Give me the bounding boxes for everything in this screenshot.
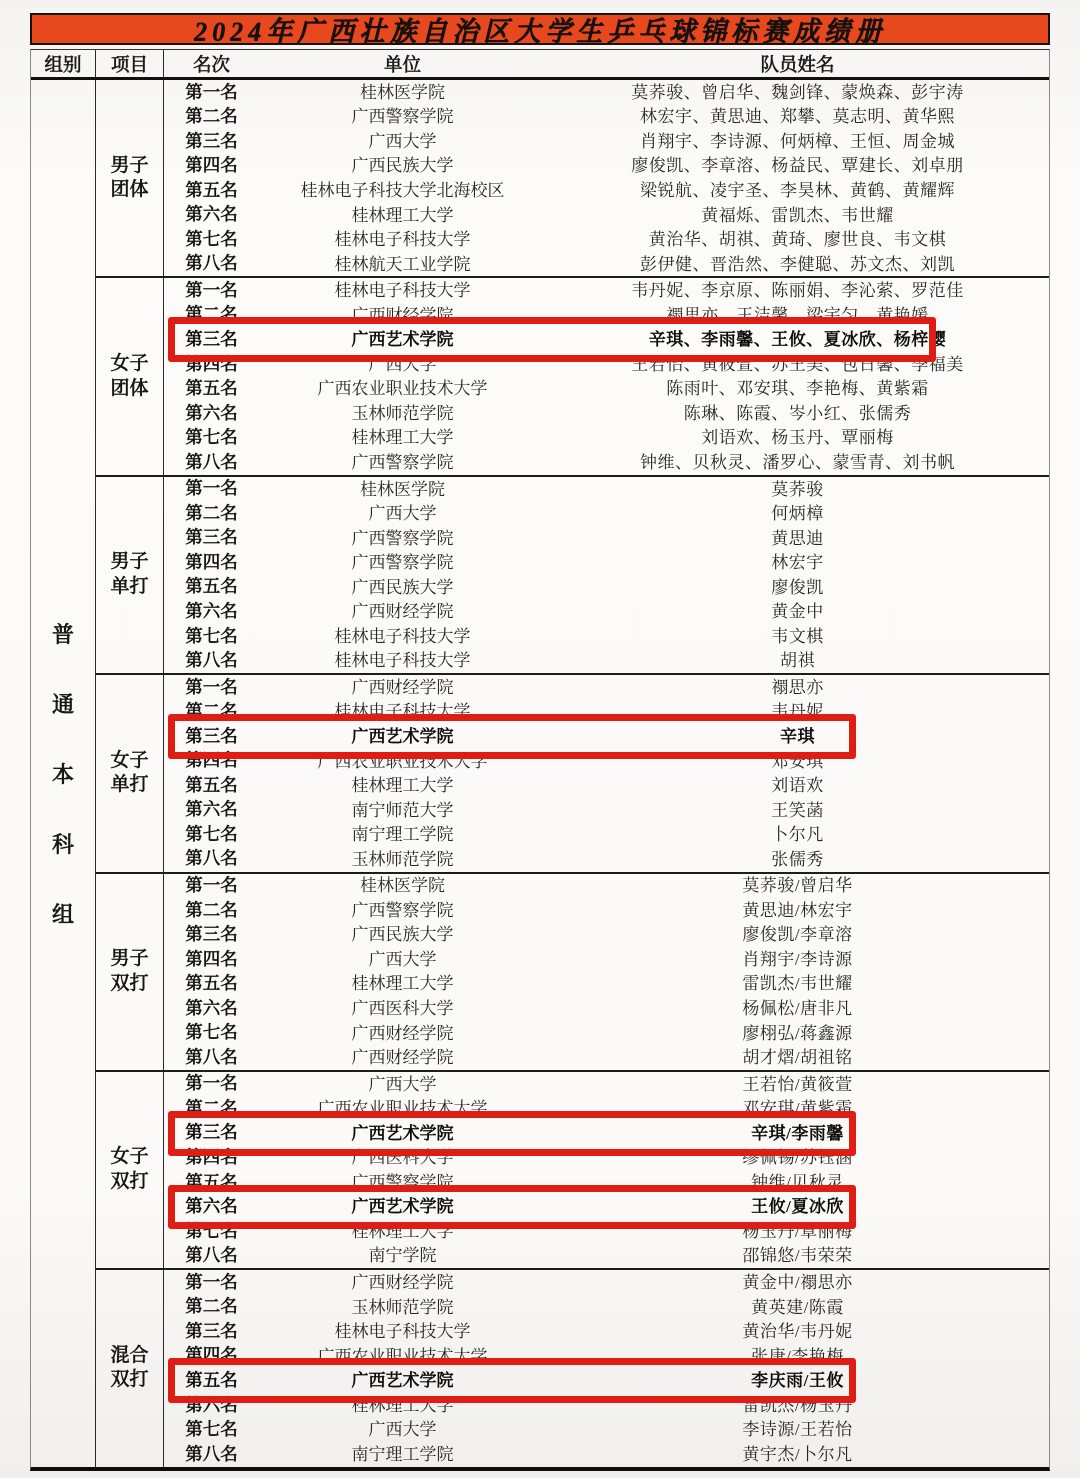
rank-cell: 第五名 <box>185 179 238 200</box>
unit-cell: 广西财经学院 <box>351 677 454 697</box>
result-row <box>164 1442 1049 1467</box>
players-cell: 彭伊健、晋浩然、李健聪、苏文杰、刘凯 <box>640 254 955 274</box>
event-section <box>96 673 1049 871</box>
rank-cell: 第二名 <box>185 899 238 920</box>
players-cell: 黄思迪/林宏宇 <box>742 900 853 920</box>
players-cell: 陈琳、陈霞、岑小红、张儒秀 <box>683 403 912 423</box>
event-label <box>96 1270 164 1466</box>
players-cell: 黄宇杰/卜尔凡 <box>742 1444 853 1464</box>
unit-cell: 广西大学 <box>368 354 437 374</box>
rank-cell: 第七名 <box>185 427 238 448</box>
players-cell: 王攸/夏冰欣 <box>751 1197 844 1217</box>
event-label-line: 女子 <box>110 749 149 771</box>
event-section <box>96 80 1049 276</box>
unit-cell: 广西艺术学院 <box>351 1197 454 1217</box>
result-row <box>164 1244 1049 1269</box>
result-row <box>164 624 1049 649</box>
players-cell: 辛琪 <box>780 726 815 746</box>
group-label-char: 普 <box>51 621 74 647</box>
unit-cell: 桂林医学院 <box>360 876 445 896</box>
rank-cell: 第四名 <box>185 1147 238 1168</box>
group-label-char: 通 <box>51 691 74 717</box>
table-body <box>31 80 1049 1467</box>
players-cell: 廖俊凯/李章溶 <box>742 925 853 945</box>
players-cell: 李庆雨/王攸 <box>751 1371 844 1391</box>
unit-cell: 桂林理工大学 <box>351 428 454 448</box>
result-row <box>164 724 1049 749</box>
result-row <box>164 1195 1049 1220</box>
players-cell: 林宏宇、黄思迪、郑攀、莫志明、黄华熙 <box>640 107 955 127</box>
players-cell: 莫荞骏/曾启华 <box>742 876 853 896</box>
unit-cell: 桂林电子科技大学北海校区 <box>300 180 505 200</box>
unit-cell: 广西警察学院 <box>351 528 454 548</box>
unit-cell: 桂林理工大学 <box>351 776 454 796</box>
rank-cell: 第七名 <box>185 823 238 844</box>
unit-cell: 广西民族大学 <box>351 577 454 597</box>
players-cell: 雷凯杰/杨玉丹 <box>742 1395 853 1415</box>
players-cell: 禤思亦 <box>771 677 824 697</box>
event-label-line: 单打 <box>110 774 149 796</box>
event-label-line: 男子 <box>110 948 149 969</box>
result-row <box>164 278 1049 303</box>
rank-cell: 第七名 <box>185 228 238 249</box>
unit-cell: 广西医科大学 <box>351 1148 454 1168</box>
event-label-line: 团体 <box>110 179 149 201</box>
result-row <box>164 1170 1049 1195</box>
players-cell: 邓安琪 <box>771 751 824 771</box>
players-cell: 雷凯杰/韦世耀 <box>742 974 853 994</box>
result-row <box>164 1021 1049 1046</box>
result-row <box>164 1418 1049 1443</box>
result-row <box>164 80 1049 105</box>
event-label <box>96 675 164 871</box>
document-title-bar <box>30 13 1050 45</box>
rank-cell: 第八名 <box>185 1046 238 1067</box>
unit-cell: 广西警察学院 <box>351 452 454 472</box>
event-label-line: 女子 <box>110 1146 149 1168</box>
result-row <box>164 377 1049 402</box>
unit-cell: 桂林医学院 <box>360 479 445 499</box>
rank-cell: 第一名 <box>185 1271 238 1292</box>
unit-cell: 广西农业职业技术大学 <box>317 751 488 771</box>
players-cell: 黄福烁、雷凯杰、韦世耀 <box>701 205 894 225</box>
unit-cell: 桂林理工大学 <box>351 205 454 225</box>
rank-cell: 第二名 <box>185 502 238 523</box>
players-cell: 黄英建/陈霞 <box>751 1297 844 1317</box>
players-cell: 黄思迪 <box>771 528 824 548</box>
rank-cell: 第八名 <box>185 253 238 274</box>
unit-cell: 南宁学院 <box>368 1246 437 1266</box>
players-cell: 廖栩弘/蒋鑫源 <box>742 1023 853 1043</box>
event-rows <box>164 477 1049 673</box>
event-rows <box>164 874 1049 1070</box>
result-row <box>164 426 1049 451</box>
players-cell: 卜尔凡 <box>771 825 824 845</box>
result-row <box>164 1146 1049 1171</box>
players-cell: 禤思亦、王洁馨、梁宇匀、黄艳媛 <box>666 305 929 325</box>
event-rows <box>164 1270 1049 1466</box>
unit-cell: 广西警察学院 <box>351 900 454 920</box>
result-row <box>164 923 1049 948</box>
players-cell: 胡才熠/胡祖铭 <box>742 1048 853 1068</box>
rank-cell: 第二名 <box>185 701 238 722</box>
header-cell-event: 项目 <box>96 50 164 77</box>
unit-cell: 广西财经学院 <box>351 1048 454 1068</box>
result-row <box>164 1319 1049 1344</box>
result-row <box>164 352 1049 377</box>
rank-cell: 第四名 <box>185 551 238 572</box>
players-cell: 王若怡/黄筱萱 <box>742 1074 853 1094</box>
players-cell: 刘语欢 <box>771 776 824 796</box>
rank-cell: 第一名 <box>185 478 238 499</box>
unit-cell: 桂林电子科技大学 <box>334 651 471 671</box>
unit-cell: 广西警察学院 <box>351 107 454 127</box>
rank-cell: 第三名 <box>185 328 238 349</box>
result-row <box>164 1368 1049 1393</box>
group-label-char: 科 <box>51 831 74 857</box>
unit-cell: 广西艺术学院 <box>351 1371 454 1391</box>
unit-cell: 广西警察学院 <box>351 1172 454 1192</box>
event-label-line: 混合 <box>110 1344 149 1366</box>
unit-cell: 广西农业职业技术大学 <box>317 379 488 399</box>
event-label-line: 双打 <box>110 1171 149 1193</box>
table-header-row <box>31 50 1049 80</box>
players-cell: 陈雨叶、邓安琪、李艳梅、黄紫霜 <box>666 379 929 399</box>
players-cell: 廖俊凯、李章溶、杨益民、覃建长、刘卓朋 <box>631 156 964 176</box>
rank-cell: 第六名 <box>185 1196 238 1217</box>
players-cell: 辛琪/李雨馨 <box>751 1123 844 1143</box>
players-cell: 黄金中 <box>771 602 824 622</box>
players-cell: 韦丹妮 <box>771 702 824 722</box>
unit-cell: 桂林医学院 <box>360 82 445 102</box>
event-rows <box>164 278 1049 474</box>
result-row <box>164 526 1049 551</box>
rank-cell: 第五名 <box>185 1171 238 1192</box>
players-cell: 刘语欢、杨玉丹、覃丽梅 <box>701 428 894 448</box>
event-label <box>96 477 164 673</box>
result-row <box>164 749 1049 774</box>
players-cell: 王笑菡 <box>771 800 824 820</box>
players-cell: 肖翔宇、李诗源、何炳樟、王恒、周金城 <box>640 131 955 151</box>
rank-cell: 第五名 <box>185 576 238 597</box>
rank-cell: 第四名 <box>185 750 238 771</box>
unit-cell: 桂林理工大学 <box>351 1395 454 1415</box>
unit-cell: 广西财经学院 <box>351 1273 454 1293</box>
results-table <box>30 49 1050 1471</box>
event-section <box>96 475 1049 673</box>
unit-cell: 广西大学 <box>368 131 437 151</box>
unit-cell: 玉林师范学院 <box>351 849 454 869</box>
event-label-line: 双打 <box>110 1369 149 1391</box>
players-cell: 辛琪、李雨馨、王攸、夏冰欣、杨梓樱 <box>648 330 947 350</box>
rank-cell: 第一名 <box>185 279 238 300</box>
unit-cell: 桂林理工大学 <box>351 1221 454 1241</box>
players-cell: 莫荞骏 <box>771 479 824 499</box>
players-cell: 钟维、贝秋灵、潘罗心、蒙雪青、刘书帆 <box>640 452 955 472</box>
players-cell: 林宏宇 <box>771 553 824 573</box>
players-cell: 张儒秀 <box>771 849 824 869</box>
unit-cell: 广西艺术学院 <box>351 726 454 746</box>
rank-cell: 第七名 <box>185 1220 238 1241</box>
result-row <box>164 972 1049 997</box>
players-cell: 梁锐航、凌宇圣、李昊林、黄鹤、黄耀辉 <box>640 180 955 200</box>
result-row <box>164 822 1049 847</box>
rank-cell: 第八名 <box>185 1443 238 1464</box>
unit-cell: 桂林电子科技大学 <box>334 626 471 646</box>
rank-cell: 第三名 <box>185 725 238 746</box>
rank-cell: 第六名 <box>185 1394 238 1415</box>
players-cell: 廖俊凯 <box>771 577 824 597</box>
players-cell: 缪佩锡/苏钰涵 <box>742 1148 853 1168</box>
unit-cell: 玉林师范学院 <box>351 403 454 423</box>
rank-cell: 第三名 <box>185 1320 238 1341</box>
event-rows <box>164 80 1049 276</box>
rank-cell: 第七名 <box>185 1022 238 1043</box>
result-row <box>164 178 1049 203</box>
rank-cell: 第二名 <box>185 106 238 127</box>
unit-cell: 南宁师范大学 <box>351 800 454 820</box>
rank-cell: 第三名 <box>185 130 238 151</box>
rank-cell: 第七名 <box>185 1419 238 1440</box>
rank-cell: 第二名 <box>185 304 238 325</box>
players-cell: 王若怡、黄筱萱、苏王美、包日馨、李福美 <box>631 354 964 374</box>
unit-cell: 广西艺术学院 <box>351 1123 454 1143</box>
rank-cell: 第三名 <box>185 924 238 945</box>
header-cell-players: 队员姓名 <box>760 55 835 76</box>
unit-cell: 桂林电子科技大学 <box>334 1322 471 1342</box>
event-label <box>96 80 164 276</box>
event-label <box>96 278 164 474</box>
result-row <box>164 1295 1049 1320</box>
event-section <box>96 276 1049 474</box>
result-row <box>164 203 1049 228</box>
unit-cell: 广西医科大学 <box>351 999 454 1018</box>
unit-cell: 广西财经学院 <box>351 1023 454 1043</box>
rank-cell: 第六名 <box>185 601 238 621</box>
players-cell: 韦丹妮、李京原、陈丽娟、李沁萦、罗范佳 <box>631 281 964 301</box>
event-label <box>96 874 164 1070</box>
event-rows <box>164 675 1049 871</box>
rank-cell: 第一名 <box>185 1073 238 1094</box>
unit-cell: 桂林电子科技大学 <box>334 702 471 722</box>
result-row <box>164 105 1049 130</box>
result-row <box>164 874 1049 899</box>
result-row <box>164 675 1049 700</box>
result-row <box>164 501 1049 526</box>
unit-cell: 广西警察学院 <box>351 553 454 573</box>
rank-cell: 第六名 <box>185 799 238 820</box>
unit-cell: 广西农业职业技术大学 <box>317 1346 488 1366</box>
unit-cell: 广西财经学院 <box>351 602 454 622</box>
event-section <box>96 872 1049 1070</box>
rank-cell: 第八名 <box>185 1245 238 1266</box>
rank-cell: 第四名 <box>185 1345 238 1366</box>
result-row <box>164 227 1049 252</box>
result-row <box>164 450 1049 475</box>
players-cell: 钟维/贝秋灵 <box>751 1172 844 1192</box>
result-row <box>164 847 1049 872</box>
unit-cell: 广西财经学院 <box>351 305 454 325</box>
rank-cell: 第五名 <box>185 774 238 795</box>
unit-cell: 南宁理工学院 <box>351 1444 454 1464</box>
event-section <box>96 1070 1049 1268</box>
result-row <box>164 798 1049 823</box>
result-row <box>164 303 1049 328</box>
rank-cell: 第八名 <box>185 451 238 472</box>
result-row <box>164 1270 1049 1295</box>
event-label-line: 男子 <box>110 154 149 176</box>
result-row <box>164 575 1049 600</box>
unit-cell: 广西农业职业技术大学 <box>317 1099 488 1119</box>
rank-cell: 第八名 <box>185 650 238 671</box>
unit-cell: 广西民族大学 <box>351 156 454 176</box>
rank-cell: 第四名 <box>185 948 238 969</box>
rank-cell: 第三名 <box>185 527 238 548</box>
unit-cell: 桂林航天工业学院 <box>334 254 471 274</box>
unit-cell: 广西民族大学 <box>351 925 454 945</box>
unit-cell: 南宁理工学院 <box>351 825 454 845</box>
result-row <box>164 477 1049 502</box>
result-row <box>164 401 1049 426</box>
unit-cell: 桂林理工大学 <box>351 974 454 994</box>
rank-cell: 第三名 <box>185 1122 238 1143</box>
result-row <box>164 129 1049 154</box>
players-cell: 肖翔宇/李诗源 <box>742 949 853 969</box>
players-cell: 黄治华、胡祺、黄琦、廖世良、韦文棋 <box>648 230 947 250</box>
unit-cell: 广西大学 <box>368 1074 437 1094</box>
rank-cell: 第二名 <box>185 1097 238 1118</box>
players-cell: 邵锦悠/韦荣荣 <box>742 1246 853 1266</box>
header-cell-rank: 名次 <box>192 55 230 76</box>
event-rows <box>164 1072 1049 1268</box>
rank-cell: 第六名 <box>185 997 238 1018</box>
rank-cell: 第四名 <box>185 155 238 176</box>
rank-cell: 第一名 <box>185 875 238 896</box>
rank-cell: 第四名 <box>185 353 238 374</box>
players-cell: 莫荞骏、曾启华、魏剑锋、蒙焕森、彭宇涛 <box>631 82 964 102</box>
unit-cell: 广西大学 <box>368 949 437 969</box>
rank-cell: 第五名 <box>185 1369 238 1390</box>
result-row <box>164 947 1049 972</box>
rank-cell: 第六名 <box>185 204 238 225</box>
players-cell: 邓安琪/黄紫霜 <box>742 1099 853 1119</box>
result-row <box>164 154 1049 179</box>
event-label-line: 单打 <box>110 575 149 597</box>
result-row <box>164 1121 1049 1146</box>
rank-cell: 第一名 <box>185 676 238 697</box>
result-row <box>164 1393 1049 1418</box>
players-cell: 胡祺 <box>780 651 815 671</box>
players-cell: 李诗源/王若怡 <box>742 1420 853 1440</box>
result-row <box>164 1344 1049 1369</box>
result-row <box>164 1045 1049 1070</box>
unit-cell: 玉林师范学院 <box>351 1297 454 1317</box>
result-row <box>164 1219 1049 1244</box>
result-row <box>164 649 1049 674</box>
unit-cell: 广西大学 <box>368 1420 437 1440</box>
event-label-line: 双打 <box>110 972 149 994</box>
unit-cell: 桂林电子科技大学 <box>334 281 471 301</box>
header-cell-group: 组别 <box>31 50 96 77</box>
event-sections <box>96 80 1049 1467</box>
result-row <box>164 252 1049 277</box>
result-row <box>164 599 1049 624</box>
players-cell: 杨佩松/唐非凡 <box>742 999 853 1018</box>
unit-cell: 广西艺术学院 <box>351 330 454 350</box>
rank-cell: 第五名 <box>185 378 238 399</box>
result-row <box>164 550 1049 575</box>
event-label-line: 男子 <box>110 551 149 573</box>
group-label-char: 组 <box>51 901 74 927</box>
players-cell: 杨玉丹/覃丽梅 <box>742 1221 853 1241</box>
document-title: 2024年广西壮族自治区大学生乒乓球锦标赛成绩册 <box>193 15 886 47</box>
group-label <box>31 80 96 1467</box>
result-row <box>164 1072 1049 1097</box>
result-row <box>164 996 1049 1021</box>
result-row <box>164 1096 1049 1121</box>
event-section <box>96 1268 1049 1466</box>
unit-cell: 桂林电子科技大学 <box>334 230 471 250</box>
group-label-char: 本 <box>51 761 74 787</box>
result-row <box>164 700 1049 725</box>
rank-cell: 第一名 <box>185 81 238 102</box>
rank-cell: 第五名 <box>185 973 238 994</box>
result-row <box>164 327 1049 352</box>
players-cell: 黄治华/韦丹妮 <box>742 1322 853 1342</box>
event-label <box>96 1072 164 1268</box>
result-row <box>164 773 1049 798</box>
event-label-line: 团体 <box>110 377 149 399</box>
players-cell: 黄金中/禤思亦 <box>742 1273 853 1293</box>
players-cell: 韦文棋 <box>771 626 824 646</box>
rank-cell: 第二名 <box>185 1296 238 1317</box>
header-cell-unit: 单位 <box>383 55 421 76</box>
event-label-line: 女子 <box>110 352 149 374</box>
unit-cell: 广西大学 <box>368 504 437 524</box>
rank-cell: 第七名 <box>185 625 238 646</box>
players-cell: 何炳樟 <box>771 504 824 524</box>
players-cell: 张唐/李艳梅 <box>751 1346 844 1366</box>
rank-cell: 第八名 <box>185 848 238 869</box>
result-row <box>164 898 1049 923</box>
rank-cell: 第六名 <box>185 402 238 423</box>
